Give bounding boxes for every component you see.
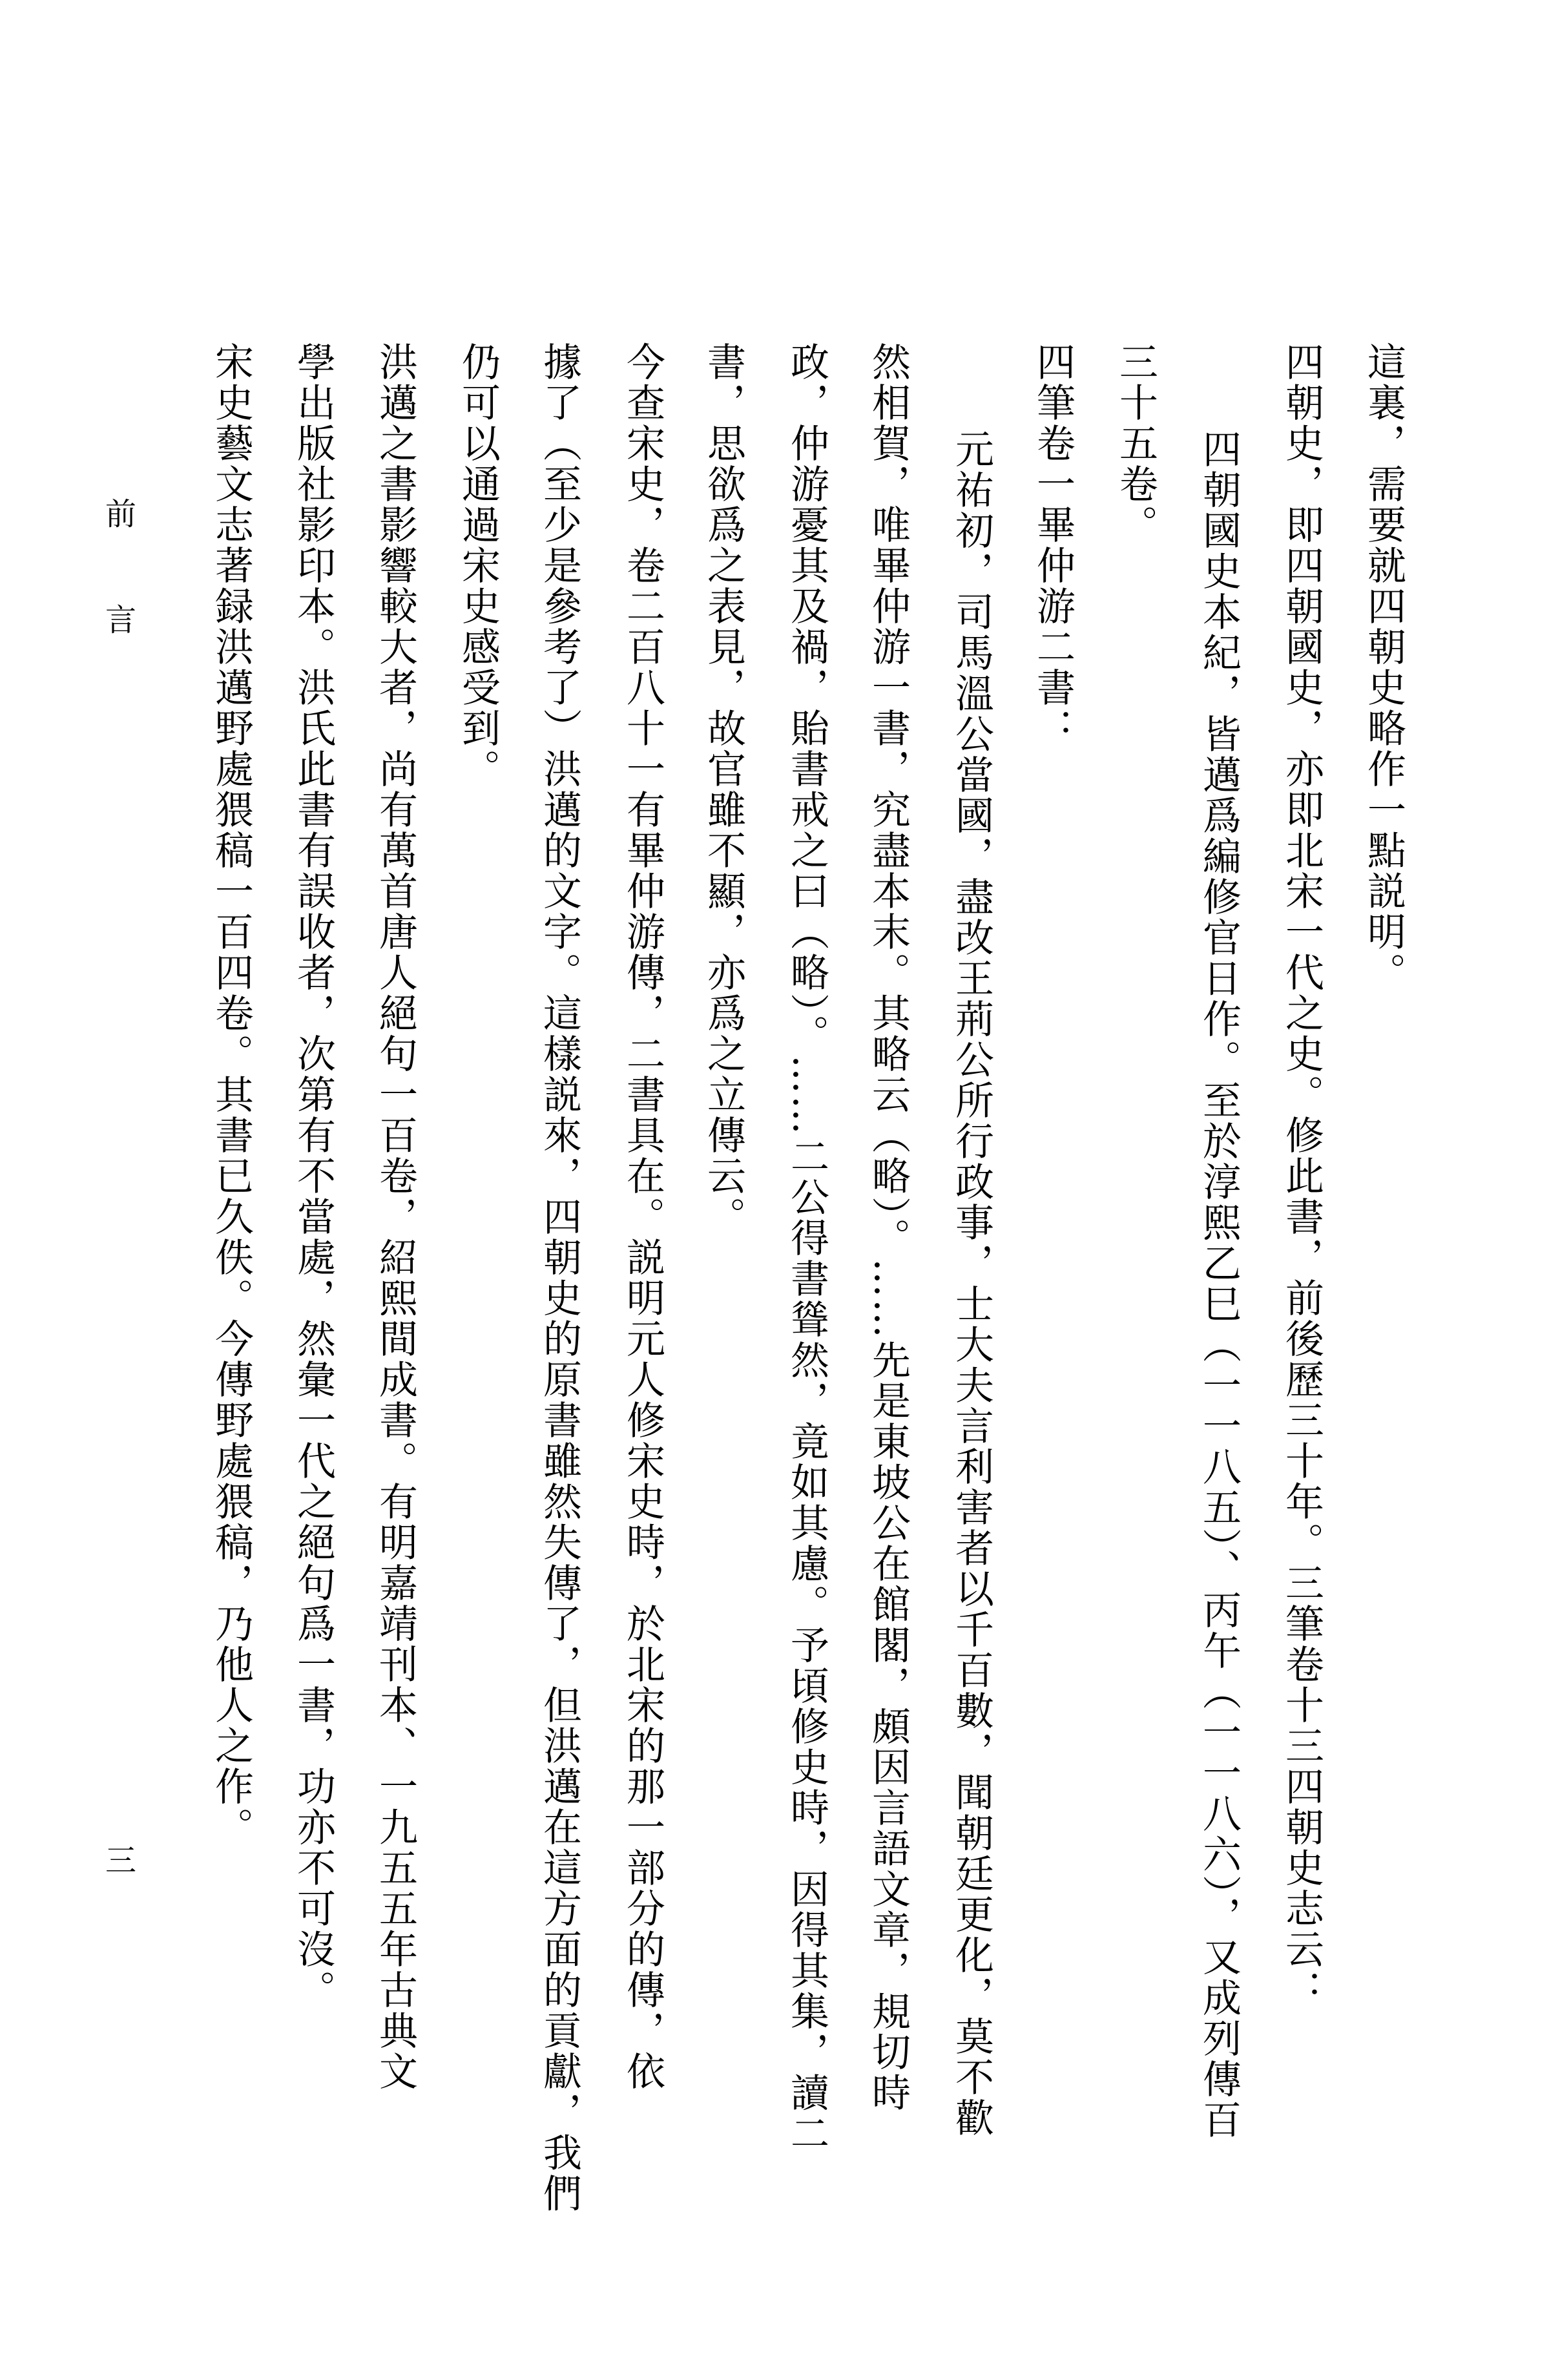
text-column: 今查宋史，卷二百八十一有畢仲游傳，二書具在。説明元人修宋史時，於北宋的那一部分的傳，依 [620,342,665,2092]
text-column: 四筆卷一畢仲游二書： [1030,342,1076,749]
running-head-char: 言 [105,602,137,638]
quote-column: 書，思欲爲之表見，故官雖不顯，亦爲之立傳云。 [701,342,746,1237]
quote-column: 四朝國史本紀，皆邁爲編修官日作。至於淳熙乙巳（一一八五）、丙午（一一八六），又成列傳百 [1196,429,1242,2140]
quote-column: 元祐初，司馬溫公當國，盡改王荊公所行政事，士大夫言利害者以千百數，聞朝廷更化，莫不歡 [949,429,994,2138]
page-number: 三 [105,1842,137,1879]
text-column: 學出版社影印本。洪氏此書有誤收者，次第有不當處，然彙一代之絕句爲一書，功亦不可沒。 [291,342,336,2010]
text-column: 據了（至少是參考了）洪邁的文字。這樣説來，四朝史的原書雖然失傳了，但洪邁在這方面的貢獻，我們 [537,342,582,2214]
text-column: 宋史藝文志著録洪邁野處猥稿一百四卷。其書已久佚。今傳野處猥稿，乃他人之作。 [209,342,254,1848]
quote-column: 然相賀，唯畢仲游一書，究盡本末。其略云（略）。……先是東坡公在館閣，頗因言語文章，規切時 [866,342,911,2113]
quote-column: 政，仲游憂其及禍，貽書戒之曰（略）。……二公得書聳然，竟如其慮。予頃修史時，因得其集，讀二 [784,342,829,2154]
text-column: 仍可以通過宋史感受到。 [455,342,501,789]
running-head-char: 前 [105,496,137,532]
text-column: 四朝史，即四朝國史，亦即北宋一代之史。修此書，前後歷三十年。三筆卷十三四朝史志云： [1279,342,1324,2010]
quote-column: 三十五卷。 [1113,342,1158,545]
text-column: 這裏，需要就四朝史略作一點説明。 [1361,342,1406,993]
text-column: 洪邁之書影響較大者，尚有萬首唐人絕句一百卷，紹熙間成書。有明嘉靖刊本、一九五五年古典文 [373,342,418,2092]
